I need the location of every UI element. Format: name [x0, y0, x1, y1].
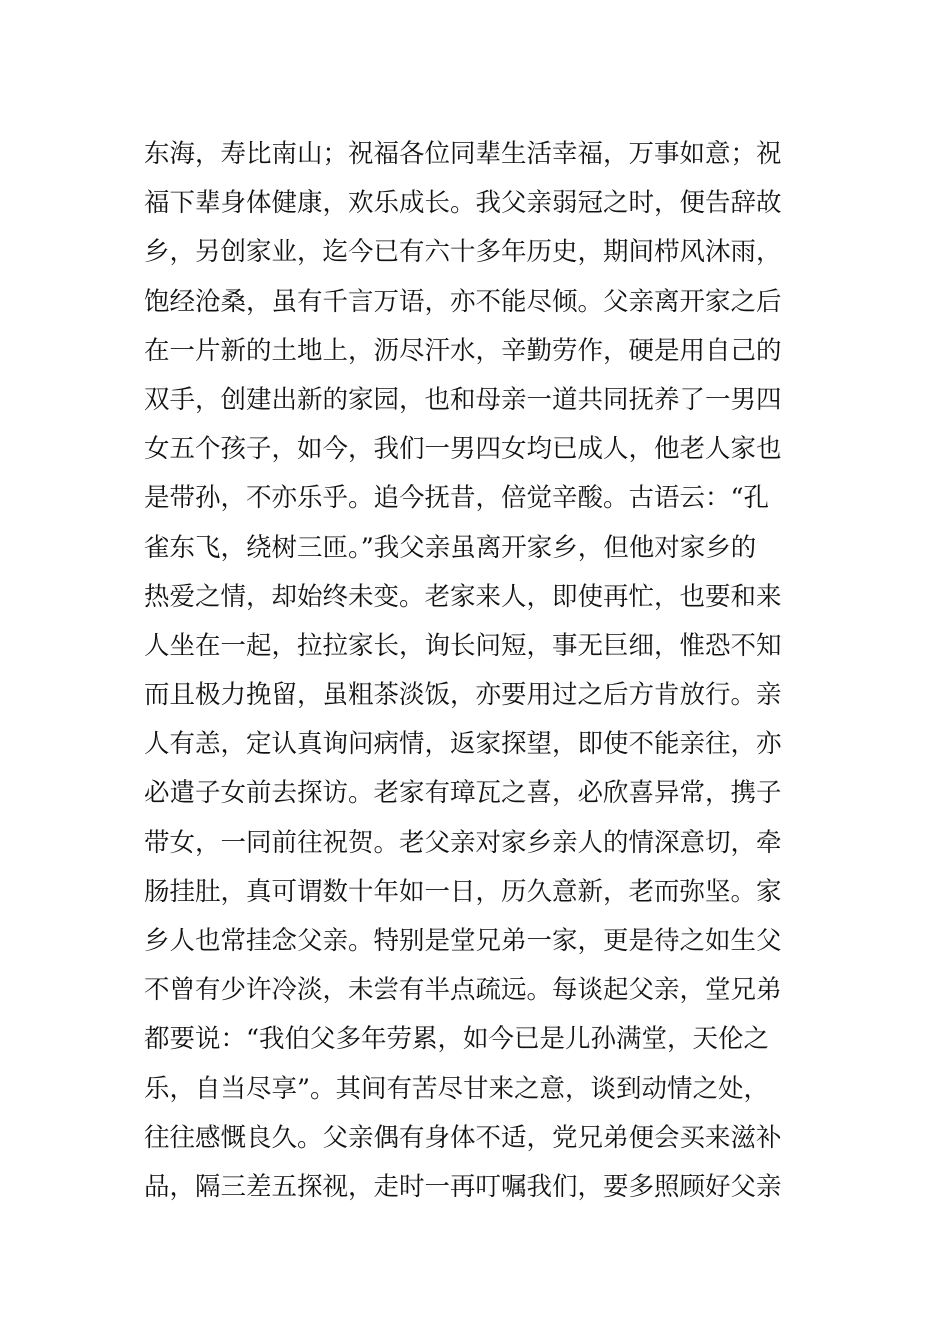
text-line: 在一片新的土地上，沥尽汗水，辛勤劳作，硬是用自己的 [144, 335, 782, 366]
text-line: 肠挂肚，真可谓数十年如一日，历久意新，老而弥坚。家 [144, 876, 782, 907]
text-line: 是带孙，不亦乐乎。追今抚昔，倍觉辛酸。古语云：“孔 [144, 483, 770, 514]
text-line: 东海，寿比南山；祝福各位同辈生活幸福，万事如意；祝 [144, 139, 782, 169]
text-line: 雀东飞，绕树三匝。”我父亲虽离开家乡，但他对家乡的 [144, 532, 757, 563]
text-line: 人有恙，定认真询问病情，返家探望，即使不能亲往，亦 [144, 729, 782, 760]
text-line: 而且极力挽留，虽粗茶淡饭，亦要用过之后方肯放行。亲 [144, 680, 782, 711]
text-line: 女五个孩子，如今，我们一男四女均已成人，他老人家也 [144, 434, 782, 465]
text-line: 带女，一同前往祝贺。老父亲对家乡亲人的情深意切，牵 [144, 827, 782, 858]
text-line: 必遣子女前去探访。老家有璋瓦之喜，必欣喜异常，携子 [144, 778, 782, 809]
text-line: 品，隔三差五探视，走时一再叮嘱我们，要多照顾好父亲 [144, 1171, 782, 1202]
text-line: 乡人也常挂念父亲。特别是堂兄弟一家，更是待之如生父 [144, 926, 782, 956]
text-line: 往往感慨良久。父亲偶有身体不适，党兄弟便会买来滋补 [144, 1122, 782, 1153]
text-line: 饱经沧桑，虽有千言万语，亦不能尽倾。父亲离开家之后 [144, 286, 782, 317]
body-text [144, 130, 814, 1212]
text-line: 福下辈身体健康，欢乐成长。我父亲弱冠之时，便告辞故 [144, 188, 782, 219]
text-line: 双手，创建出新的家园，也和母亲一道共同抚养了一男四 [144, 384, 782, 415]
text-line: 乐，自当尽享”。其间有苦尽甘来之意，谈到动情之处， [144, 1073, 770, 1104]
text-line: 人坐在一起，拉拉家长，询长问短，事无巨细，惟恐不知 [144, 630, 782, 661]
text-line: 不曾有少许冷淡，未尝有半点疏远。每谈起父亲，堂兄弟 [144, 975, 782, 1006]
text-line: 乡，另创家业，迄今已有六十多年历史，期间栉风沐雨， [144, 237, 782, 268]
text-line: 都要说：“我伯父多年劳累，如今已是儿孙满堂，天伦之 [144, 1024, 770, 1055]
text-line: 热爱之情，却始终未变。老家来人，即使再忙，也要和来 [144, 581, 782, 612]
